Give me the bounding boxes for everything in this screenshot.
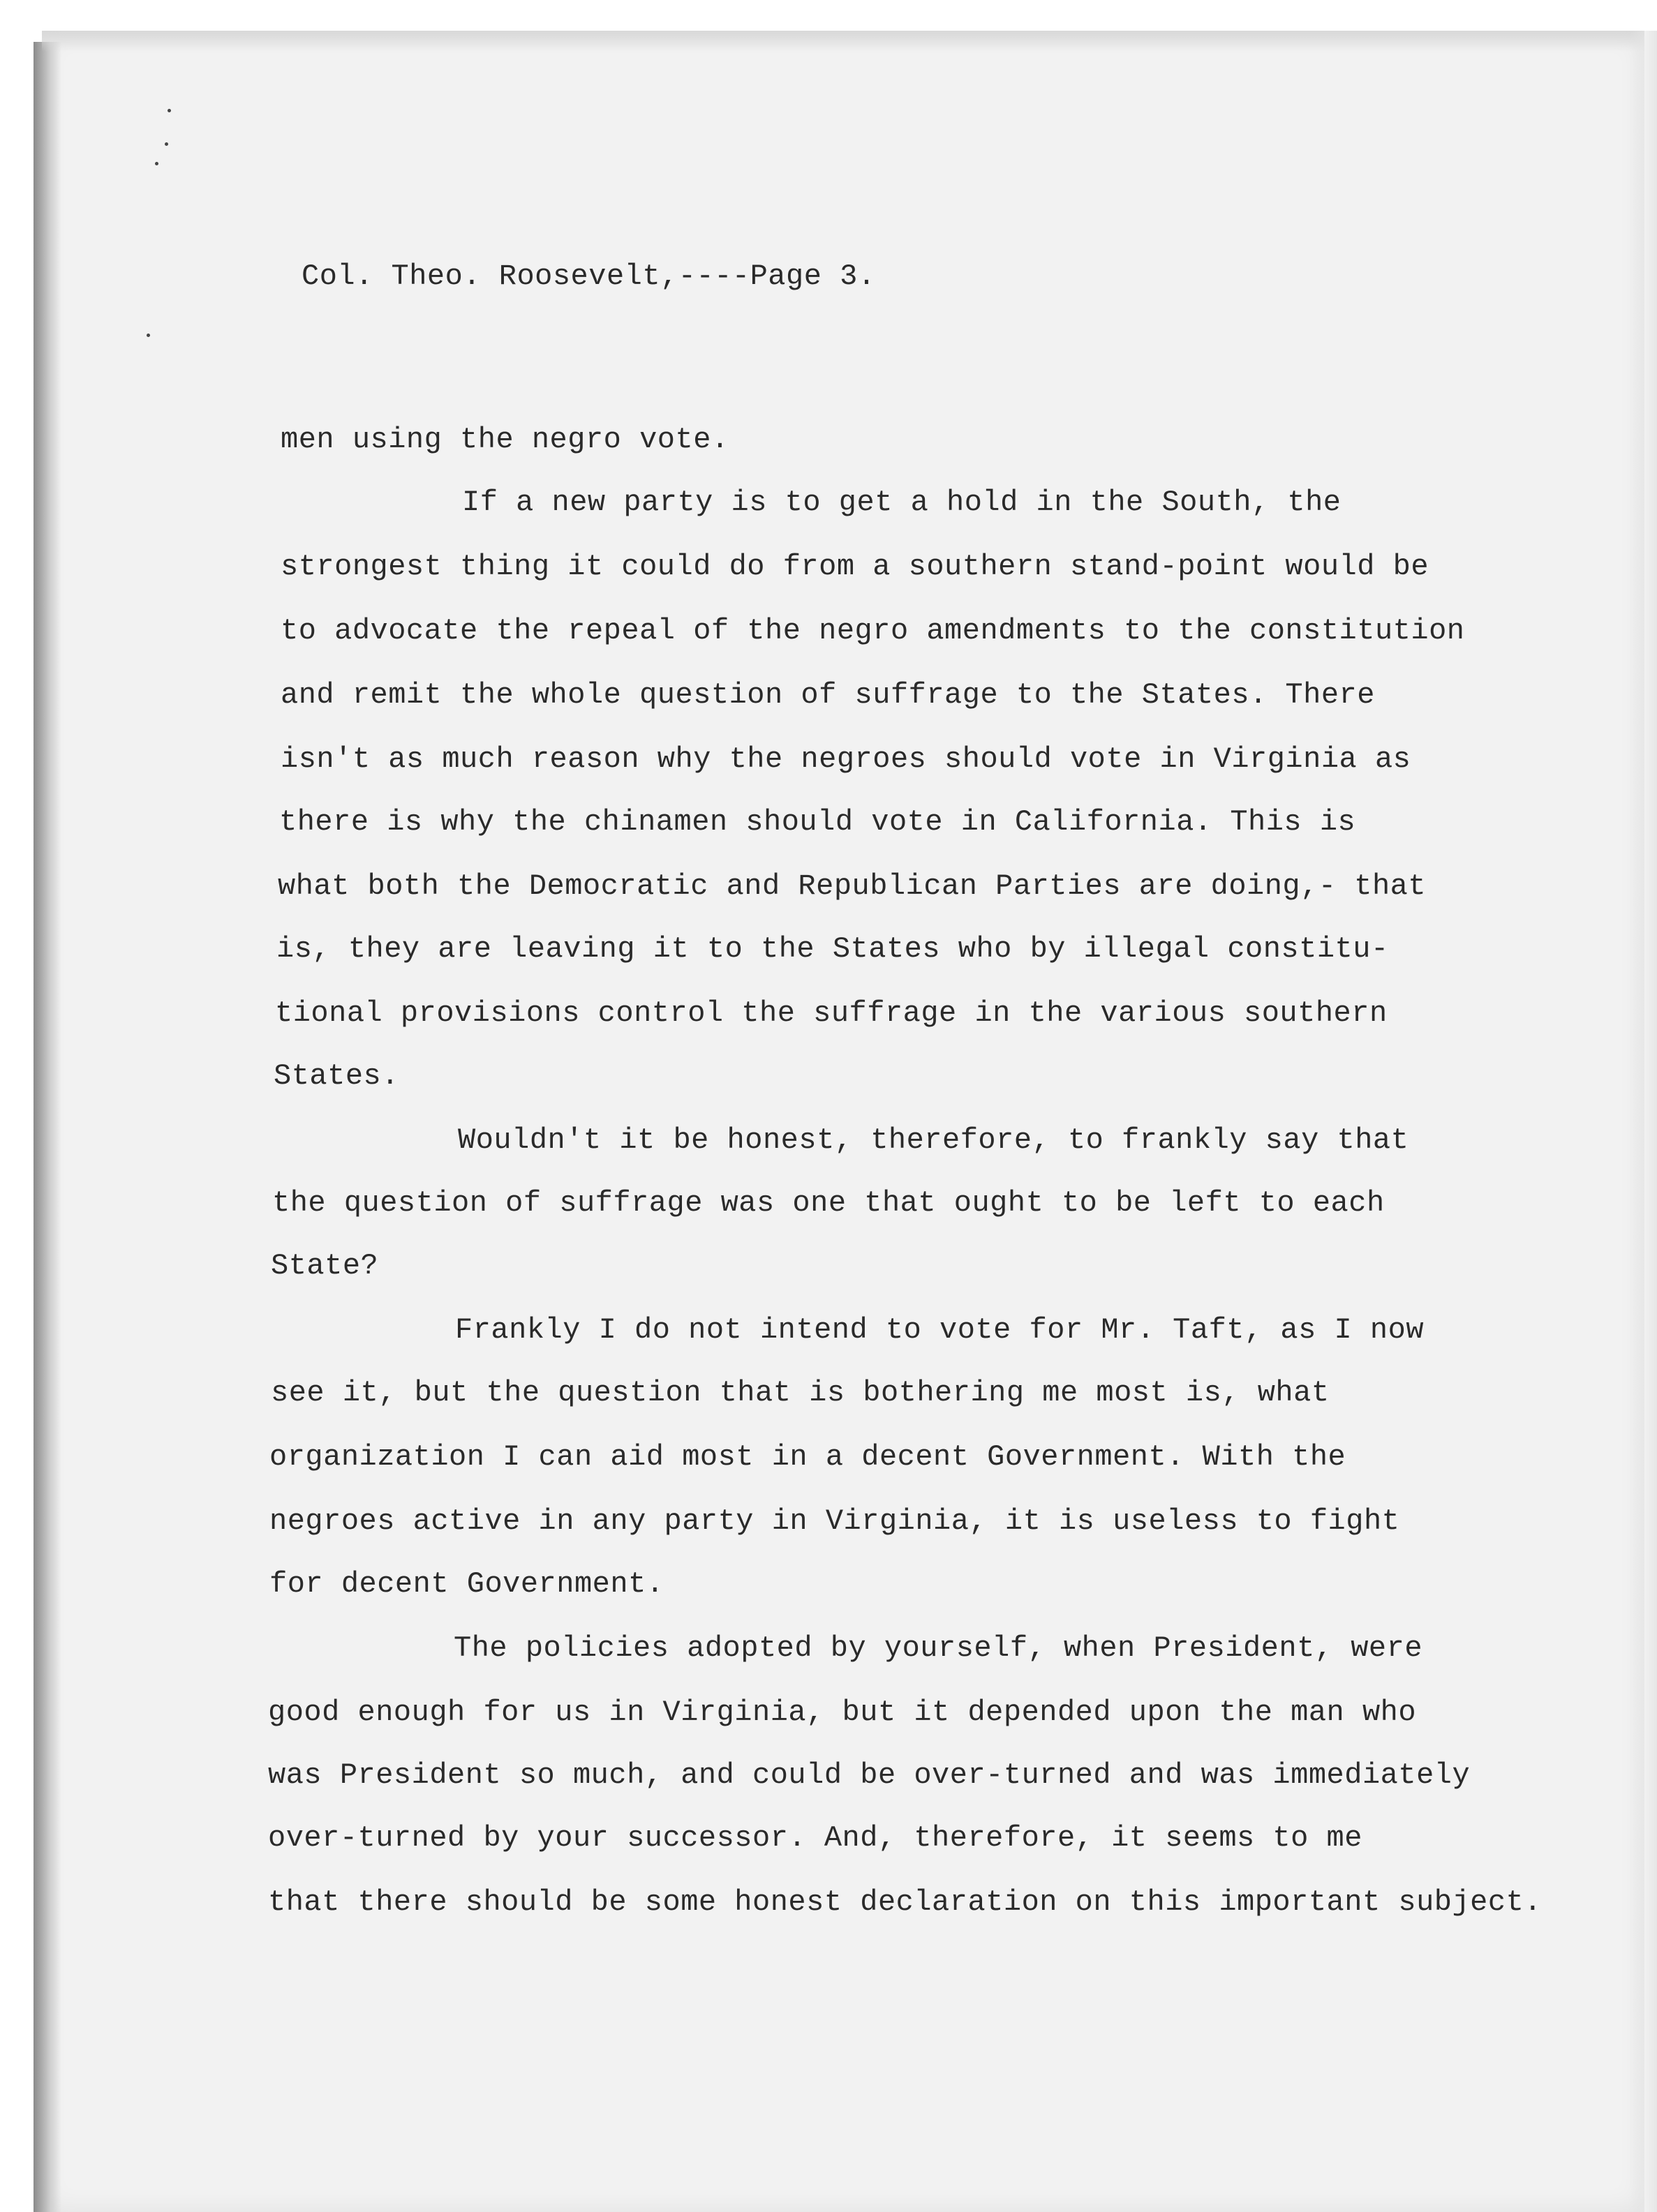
text-line: If a new party is to get a hold in the South, the: [462, 486, 1342, 519]
page-header: Col. Theo. Roosevelt,----Page 3.: [302, 260, 876, 293]
text-line: isn't as much reason why the negroes should vote in Virginia as: [281, 742, 1411, 776]
text-line: State?: [271, 1249, 379, 1283]
text-line: there is why the chinamen should vote in California. This is: [279, 805, 1356, 839]
text-line: men using the negro vote.: [281, 423, 729, 456]
text-line: that there should be some honest declaration on this important subject.: [268, 1885, 1542, 1919]
text-line: is, they are leaving it to the States who by illegal constitu-: [276, 932, 1389, 966]
text-line: States.: [274, 1059, 399, 1093]
text-line: organization I can aid most in a decent Government. With the: [269, 1440, 1346, 1474]
text-line: for decent Government.: [269, 1567, 664, 1601]
text-line: negroes active in any party in Virginia, it is useless to fight: [269, 1504, 1400, 1538]
text-line: over-turned by your successor. And, therefore, it seems to me: [268, 1821, 1362, 1855]
text-line: and remit the whole question of suffrage to the States. There: [281, 678, 1375, 712]
text-line: what both the Democratic and Republican Parties are doing,- that: [278, 869, 1427, 903]
text-line: Frankly I do not intend to vote for Mr. Taft, as I now: [455, 1313, 1425, 1347]
text-line: Wouldn't it be honest, therefore, to frankly say that: [458, 1123, 1409, 1157]
text-line: strongest thing it could do from a southern stand-point would be: [281, 550, 1429, 583]
text-line: was President so much, and could be over-turned and was immediately: [268, 1758, 1471, 1792]
text-line: the question of suffrage was one that ought to be left to each: [272, 1186, 1385, 1220]
text-line: to advocate the repeal of the negro amendments to the constitution: [281, 614, 1465, 648]
text-line: see it, but the question that is bothering me most is, what: [271, 1376, 1330, 1410]
text-line: good enough for us in Virginia, but it depended upon the man who: [268, 1696, 1417, 1729]
text-line: tional provisions control the suffrage in the various southern: [275, 996, 1388, 1030]
text-line: The policies adopted by yourself, when President, were: [454, 1631, 1423, 1665]
